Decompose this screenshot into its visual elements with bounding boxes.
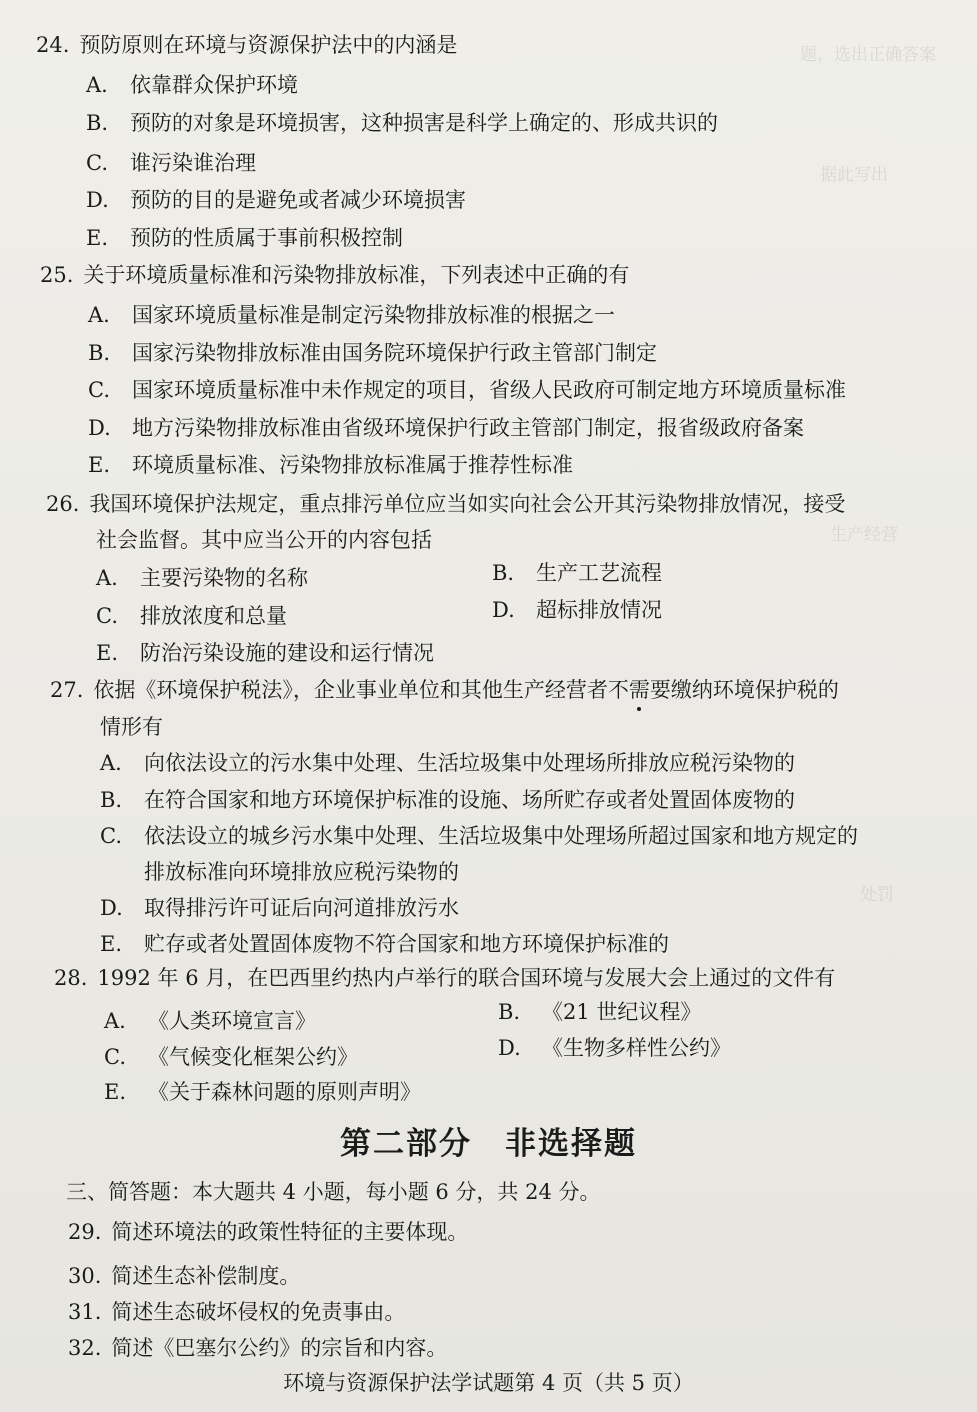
option-text: 谁污染谁治理: [130, 151, 256, 175]
page-footer: 环境与资源保护法学试题第 4 页（共 5 页）: [283, 1371, 694, 1395]
option-letter: A.: [88, 303, 110, 327]
option-letter: E.: [96, 641, 119, 665]
option-letter: C.: [86, 151, 108, 175]
question-number: 25.: [40, 263, 74, 287]
question-27-stem: [50, 680, 839, 701]
option-25-b: [88, 343, 657, 364]
section-header-text: 三、简答题：本大题共 4 小题，每小题 6 分，共 24 分。: [66, 1180, 601, 1204]
question-28-stem: [54, 968, 835, 989]
option-25-c: [88, 380, 846, 401]
option-letter: C.: [100, 824, 122, 848]
option-text: 《21 世纪议程》: [542, 1000, 702, 1024]
section-three-header: [66, 1182, 601, 1203]
option-text: 依靠群众保护环境: [130, 73, 298, 97]
option-letter: A.: [100, 751, 122, 775]
option-25-e: [88, 455, 573, 476]
option-27-a: [100, 753, 795, 774]
question-number: 27.: [50, 678, 84, 702]
bleed-through-text: 生产经营: [830, 525, 898, 545]
option-text: 超标排放情况: [536, 598, 662, 622]
question-number: 28.: [54, 966, 88, 990]
option-text: 贮存或者处置固体废物不符合国家和地方环境保护标准的: [144, 932, 669, 956]
option-24-e: [86, 228, 403, 249]
option-24-a: [86, 75, 298, 96]
option-text: 《关于森林问题的原则声明》: [148, 1080, 421, 1104]
option-letter: D.: [86, 188, 109, 212]
option-27-e: [100, 934, 669, 955]
question-text: 简述生态破坏侵权的免责事由。: [111, 1300, 406, 1324]
option-text: 地方污染物排放标准由省级环境保护行政主管部门制定，报省级政府备案: [132, 416, 804, 440]
option-letter: C.: [88, 378, 110, 402]
question-27-stem-continued: [100, 717, 163, 738]
question-text: 我国环境保护法规定，重点排污单位应当如实向社会公开其污染物排放情况，接受: [89, 492, 846, 516]
option-25-d: [88, 418, 804, 439]
option-26-d: [492, 600, 662, 621]
option-26-e: [96, 643, 434, 664]
option-letter: B.: [88, 341, 111, 365]
option-letter: B.: [86, 111, 109, 135]
option-text: 《人类环境宣言》: [148, 1009, 316, 1033]
question-26-stem: [46, 494, 845, 515]
option-text: 《气候变化框架公约》: [148, 1045, 358, 1069]
option-letter: C.: [104, 1045, 126, 1069]
option-text: 依法设立的城乡污水集中处理、生活垃圾集中处理场所超过国家和地方规定的: [144, 824, 858, 848]
option-letter: B.: [100, 788, 123, 812]
question-text: 简述《巴塞尔公约》的宗旨和内容。: [111, 1336, 448, 1360]
bleed-through-text: 处罚: [860, 885, 894, 905]
question-number: 30.: [68, 1264, 102, 1288]
option-26-b: [492, 563, 662, 584]
option-28-d: [498, 1038, 731, 1059]
option-text: 预防的性质属于事前积极控制: [130, 226, 403, 250]
option-letter: A.: [96, 566, 118, 590]
option-text: 排放标准向环境排放应税污染物的: [144, 860, 459, 884]
option-27-c: [100, 826, 858, 847]
option-28-b: [498, 1002, 701, 1023]
option-28-c: [104, 1047, 358, 1068]
option-text: 《生物多样性公约》: [542, 1036, 731, 1060]
option-letter: A.: [86, 73, 108, 97]
option-text: 生产工艺流程: [536, 561, 662, 585]
option-text: 防治污染设施的建设和运行情况: [140, 641, 434, 665]
option-letter: C.: [96, 604, 118, 628]
option-24-c: [86, 153, 256, 174]
option-text: 环境质量标准、污染物排放标准属于推荐性标准: [132, 453, 573, 477]
bleed-through-text: 题，选出正确答案: [800, 45, 936, 65]
option-27-b: [100, 790, 795, 811]
question-text: 社会监督。其中应当公开的内容包括: [96, 528, 432, 552]
option-letter: E.: [86, 226, 109, 250]
option-letter: D.: [498, 1036, 521, 1060]
option-24-b: [86, 113, 718, 134]
option-26-c: [96, 606, 287, 627]
question-number: 29.: [68, 1220, 102, 1244]
question-number: 24.: [36, 33, 70, 57]
question-number: 31.: [68, 1300, 102, 1324]
question-text: 依据《环境保护税法》，企业事业单位和其他生产经营者: [93, 678, 608, 702]
option-letter: A.: [104, 1009, 126, 1033]
option-letter: D.: [492, 598, 515, 622]
bleed-through-text: 据此写出: [820, 165, 888, 185]
option-text: 排放浓度和总量: [140, 604, 287, 628]
option-27-d: [100, 898, 459, 919]
question-text: 简述生态补偿制度。: [111, 1264, 301, 1288]
option-letter: E.: [100, 932, 123, 956]
option-25-a: [88, 305, 615, 326]
option-28-a: [104, 1011, 316, 1032]
option-letter: D.: [88, 416, 111, 440]
question-text: 简述环境法的政策性特征的主要体现。: [111, 1220, 469, 1244]
option-28-e: [104, 1082, 421, 1103]
question-number: 26.: [46, 492, 80, 516]
question-text: 关于环境质量标准和污染物排放标准，下列表述中正确的有: [83, 263, 630, 287]
option-letter: B.: [492, 561, 515, 585]
question-26-stem-continued: [96, 530, 432, 551]
option-text: 主要污染物的名称: [140, 566, 308, 590]
option-letter: D.: [100, 896, 123, 920]
question-24-stem: [36, 35, 457, 56]
option-letter: B.: [498, 1000, 521, 1024]
option-24-d: [86, 190, 466, 211]
question-text: 1992 年 6 月，在巴西里约热内卢举行的联合国环境与发展大会上通过的文件有: [97, 966, 836, 990]
option-text: 取得排污许可证后向河道排放污水: [144, 896, 459, 920]
question-32: [68, 1338, 447, 1359]
option-27-c-continued: [100, 862, 459, 883]
option-text: 国家环境质量标准中未作规定的项目，省级人民政府可制定地方环境质量标准: [132, 378, 846, 402]
option-letter: E.: [104, 1080, 127, 1104]
option-text: 国家环境质量标准是制定污染物排放标准的根据之一: [132, 303, 615, 327]
option-text: 在符合国家和地方环境保护标准的设施、场所贮存或者处置固体废物的: [144, 788, 795, 812]
question-number: 32.: [68, 1336, 102, 1360]
option-text: 预防的目的是避免或者减少环境损害: [130, 188, 466, 212]
part-two-title: 第二部分 非选择题: [340, 1126, 637, 1162]
option-26-a: [96, 568, 308, 589]
question-31: [68, 1302, 405, 1323]
question-25-stem: [40, 265, 629, 286]
option-text: 国家污染物排放标准由国务院环境保护行政主管部门制定: [132, 341, 657, 365]
question-29: [68, 1222, 468, 1243]
option-text: 预防的对象是环境损害，这种损害是科学上确定的、形成共识的: [130, 111, 718, 135]
question-text: 预防原则在环境与资源保护法中的内涵是: [79, 33, 458, 57]
question-text: 情形有: [100, 715, 163, 739]
question-text: 缴纳环境保护税的: [670, 678, 839, 702]
option-letter: E.: [88, 453, 111, 477]
emphasized-text: 不需要: [607, 678, 671, 702]
option-text: 向依法设立的污水集中处理、生活垃圾集中处理场所排放应税污染物的: [144, 751, 795, 775]
question-30: [68, 1266, 300, 1287]
